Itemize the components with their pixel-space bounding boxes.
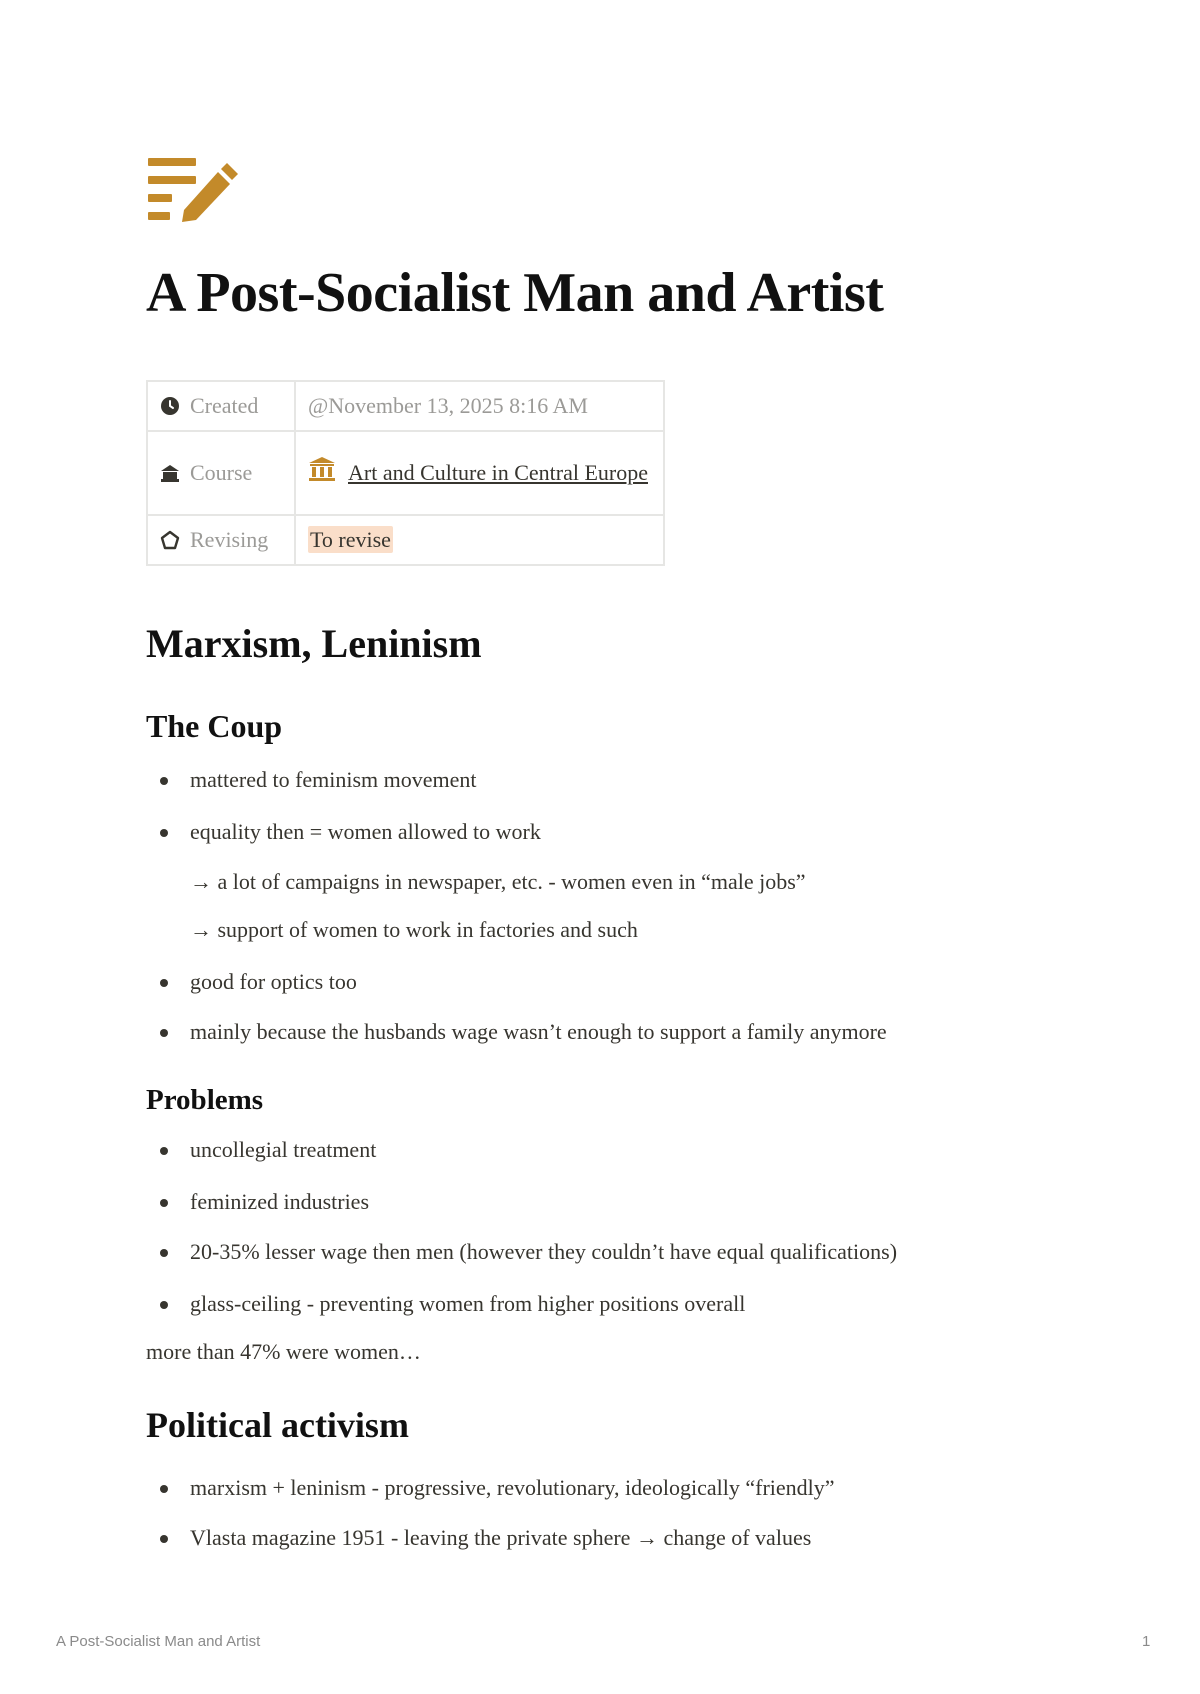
created-value: @November 13, 2025 8:16 AM: [308, 393, 588, 418]
footer-title: A Post-Socialist Man and Artist: [56, 1633, 261, 1650]
clock-icon: [160, 396, 180, 416]
course-label: Course: [190, 460, 253, 485]
list-item: Vlasta magazine 1951 - leaving the private sphere → change of values: [146, 1523, 811, 1553]
list-item: mainly because the husbands wage wasn’t enough to support a family anymore: [146, 1017, 887, 1047]
bullet-icon: [160, 1029, 168, 1037]
heading-problems: Problems: [146, 1084, 264, 1116]
status-badge: To revise: [310, 527, 391, 552]
property-revising: [147, 515, 664, 565]
bullet-icon: [160, 1535, 168, 1543]
list-item: 20-35% lesser wage then men (however they couldn’t have equal qualifications): [146, 1237, 897, 1267]
revising-label: Revising: [190, 527, 269, 552]
building-icon: [160, 463, 180, 483]
bullet-icon: [160, 979, 168, 987]
property-created: [147, 381, 664, 431]
list-item: marxism + leninism - progressive, revolutionary, ideologically “friendly”: [146, 1473, 835, 1503]
list-item: mattered to feminism movement: [146, 765, 477, 795]
bullet-icon: [160, 1199, 168, 1207]
status-icon: [160, 530, 180, 550]
edit-note-icon: [148, 158, 238, 224]
bullet-icon: [160, 1301, 168, 1309]
list-item: uncollegial treatment: [146, 1135, 376, 1165]
heading-marxism-leninism: Marxism, Leninism: [146, 621, 482, 666]
property-key[interactable]: [147, 515, 295, 565]
list-item: feminized industries: [146, 1187, 369, 1217]
properties-table: [146, 380, 665, 566]
museum-icon: [308, 456, 336, 482]
course-value-cell[interactable]: [295, 431, 664, 515]
bullet-icon: [160, 1485, 168, 1493]
list-sub-item: → a lot of campaigns in newspaper, etc. - women even in “male jobs”: [190, 869, 806, 894]
list-sub-item: → support of women to work in factories and such: [190, 917, 638, 942]
page-number: 1: [1142, 1633, 1151, 1650]
revising-value-cell[interactable]: [295, 515, 664, 565]
property-key[interactable]: [147, 431, 295, 515]
heading-political-activism: Political activism: [146, 1405, 409, 1445]
property-course: [147, 431, 664, 515]
page-title: A Post-Socialist Man and Artist: [146, 262, 884, 324]
property-key[interactable]: [147, 381, 295, 431]
bullet-icon: [160, 829, 168, 837]
created-value-cell[interactable]: [295, 381, 664, 431]
heading-the-coup: The Coup: [146, 708, 283, 744]
created-label: Created: [190, 393, 259, 418]
bullet-icon: [160, 1147, 168, 1155]
bullet-icon: [160, 777, 168, 785]
list-item: equality then = women allowed to work: [146, 817, 541, 847]
list-item: good for optics too: [146, 967, 357, 997]
paragraph: more than 47% were women…: [146, 1339, 421, 1364]
bullet-icon: [160, 1249, 168, 1257]
course-link[interactable]: Art and Culture in Central Europe: [348, 460, 648, 485]
list-item: glass-ceiling - preventing women from higher positions overall: [146, 1289, 745, 1319]
